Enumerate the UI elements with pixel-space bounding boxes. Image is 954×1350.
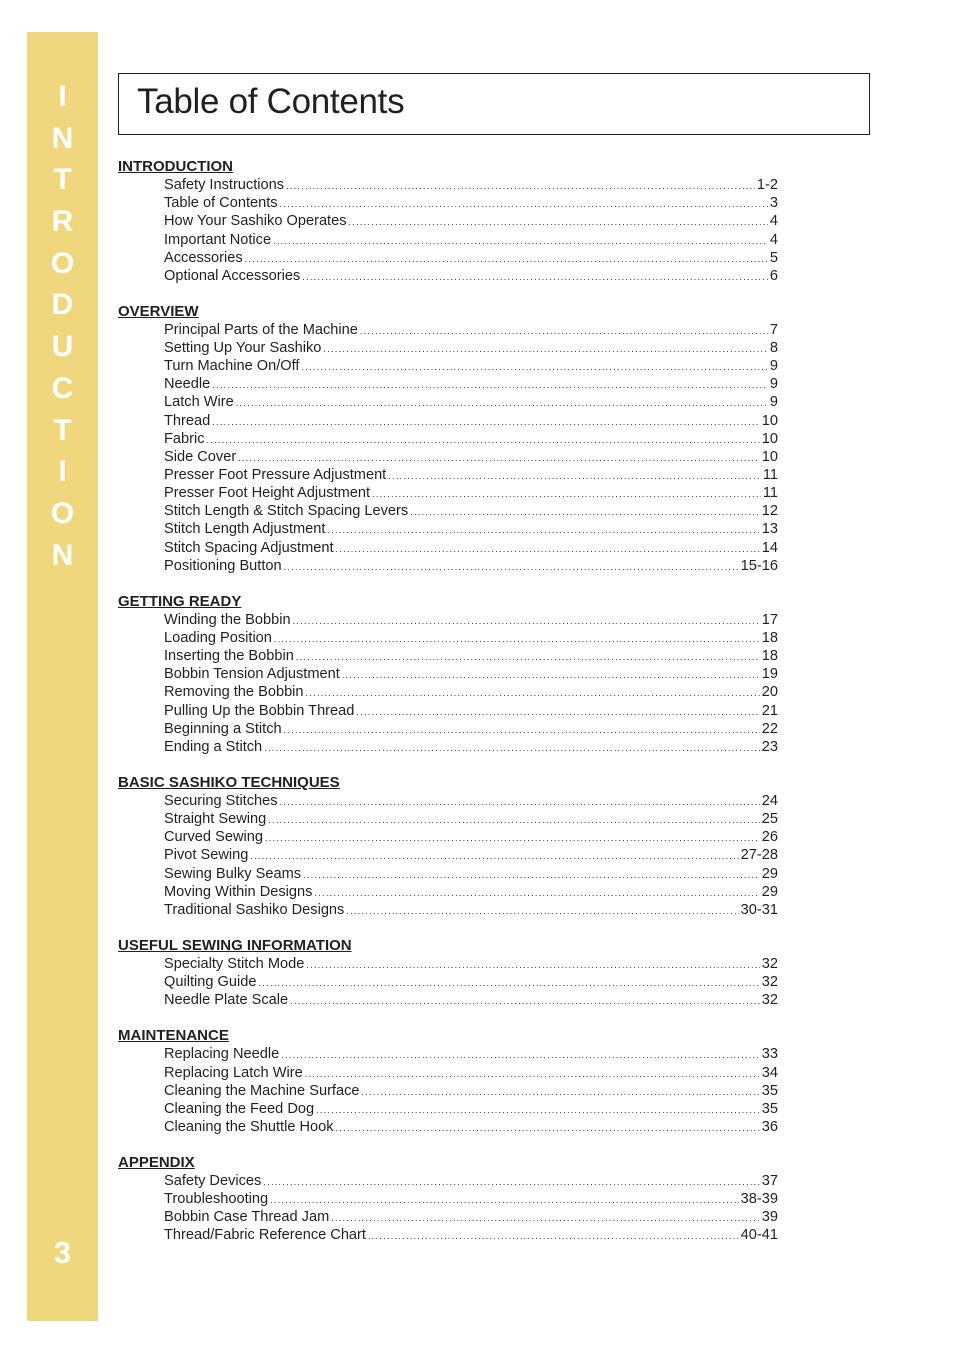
- toc-entry: [164, 557, 778, 575]
- toc-entry: [164, 828, 778, 846]
- entry-label: Stitch Length & Stitch Spacing Levers: [164, 503, 409, 520]
- dot-leader: [238, 448, 760, 466]
- entry-page-number: 10: [761, 412, 778, 429]
- toc-entry: [164, 484, 778, 502]
- entry-page-number: 12: [761, 503, 778, 520]
- entry-label: Accessories: [164, 249, 243, 266]
- toc-entry: [164, 665, 778, 683]
- dot-leader: [356, 702, 759, 720]
- toc-entry: [164, 865, 778, 883]
- toc-entry: [164, 1045, 778, 1063]
- entry-page-number: 23: [761, 738, 778, 755]
- chapter-label-vertical: [27, 76, 98, 576]
- section-heading: OVERVIEW: [118, 302, 199, 320]
- entry-page-number: 10: [761, 448, 778, 465]
- dot-leader: [245, 249, 768, 267]
- toc-entry: [164, 1082, 778, 1100]
- sidebar-letter: D: [51, 288, 74, 322]
- dot-leader: [286, 176, 755, 194]
- entry-page-number: 36: [761, 1118, 778, 1135]
- sidebar-letter: T: [53, 413, 72, 447]
- toc-entry: [164, 1100, 778, 1118]
- entry-page-number: 18: [761, 648, 778, 665]
- entry-label: Safety Instructions: [164, 177, 285, 194]
- toc-entry: [164, 991, 778, 1009]
- toc-entry: [164, 846, 778, 864]
- dot-leader: [323, 339, 767, 357]
- entry-label: Cleaning the Shuttle Hook: [164, 1118, 334, 1135]
- entry-page-number: 13: [761, 521, 778, 538]
- sidebar-letter: T: [53, 163, 72, 197]
- entry-page-number: 5: [769, 249, 778, 266]
- entry-label: Beginning a Stitch: [164, 720, 282, 737]
- section-heading: BASIC SASHIKO TECHNIQUES: [118, 773, 340, 791]
- entry-page-number: 9: [769, 376, 778, 393]
- entry-label: Cleaning the Feed Dog: [164, 1100, 315, 1117]
- toc-section: [118, 937, 778, 1010]
- entry-page-number: 32: [761, 992, 778, 1009]
- section-heading: GETTING READY: [118, 592, 242, 610]
- dot-leader: [274, 629, 760, 647]
- entry-page-number: 9: [769, 358, 778, 375]
- entry-label: Bobbin Tension Adjustment: [164, 666, 340, 683]
- dot-leader: [258, 973, 759, 991]
- entry-label: Side Cover: [164, 448, 237, 465]
- toc-entry: [164, 1226, 778, 1244]
- entry-label: Securing Stitches: [164, 792, 278, 809]
- sidebar-letter: O: [50, 496, 75, 530]
- entry-page-number: 14: [761, 539, 778, 556]
- entry-label: Presser Foot Pressure Adjustment: [164, 467, 387, 484]
- title-box: [118, 73, 870, 135]
- entry-page-number: 6: [769, 267, 778, 284]
- toc-section: [118, 158, 778, 285]
- entry-label: Traditional Sashiko Designs: [164, 901, 345, 918]
- entry-label: Moving Within Designs: [164, 883, 313, 900]
- entry-page-number: 22: [761, 720, 778, 737]
- dot-leader: [316, 1100, 760, 1118]
- entry-page-number: 9: [769, 394, 778, 411]
- toc-entry: [164, 357, 778, 375]
- entry-page-number: 40-41: [740, 1227, 778, 1244]
- dot-leader: [273, 231, 768, 249]
- dot-leader: [362, 1082, 760, 1100]
- sidebar-letter: R: [51, 205, 74, 239]
- dot-leader: [270, 1190, 739, 1208]
- dot-leader: [306, 955, 759, 973]
- toc-entry: [164, 466, 778, 484]
- dot-leader: [296, 647, 760, 665]
- dot-leader: [284, 557, 739, 575]
- section-heading: APPENDIX: [118, 1153, 195, 1171]
- dot-leader: [303, 865, 760, 883]
- dot-leader: [314, 883, 759, 901]
- entry-page-number: 29: [761, 865, 778, 882]
- entry-page-number: 20: [761, 684, 778, 701]
- entry-label: Presser Foot Height Adjustment: [164, 485, 371, 502]
- entry-page-number: 21: [761, 702, 778, 719]
- entry-label: Ending a Stitch: [164, 738, 263, 755]
- entry-page-number: 19: [761, 666, 778, 683]
- toc-entry: [164, 502, 778, 520]
- entry-page-number: 10: [761, 430, 778, 447]
- toc-section: [118, 774, 778, 919]
- dot-leader: [331, 1208, 760, 1226]
- section-heading: MAINTENANCE: [118, 1027, 229, 1045]
- dot-leader: [264, 738, 760, 756]
- entry-label: Straight Sewing: [164, 811, 267, 828]
- toc-entry: [164, 212, 778, 230]
- entry-page-number: 29: [761, 883, 778, 900]
- entry-label: Table of Contents: [164, 195, 278, 212]
- entry-page-number: 37: [761, 1173, 778, 1190]
- entry-label: Winding the Bobbin: [164, 611, 291, 628]
- toc-entry: [164, 520, 778, 538]
- toc-entry: [164, 792, 778, 810]
- toc-entry: [164, 194, 778, 212]
- sidebar-letter: I: [58, 80, 67, 113]
- toc-entry: [164, 176, 778, 194]
- dot-leader: [207, 430, 760, 448]
- entry-label: Principal Parts of the Machine: [164, 321, 358, 338]
- toc-entry: [164, 375, 778, 393]
- entry-label: Cleaning the Machine Surface: [164, 1082, 360, 1099]
- dot-leader: [346, 901, 738, 919]
- section-heading: USEFUL SEWING INFORMATION: [118, 936, 352, 954]
- dot-leader: [280, 194, 768, 212]
- entry-page-number: 17: [761, 611, 778, 628]
- toc-entry: [164, 1190, 778, 1208]
- dot-leader: [212, 375, 768, 393]
- toc-entry: [164, 249, 778, 267]
- entry-page-number: 26: [761, 829, 778, 846]
- entry-page-number: 8: [769, 340, 778, 357]
- toc-entry: [164, 412, 778, 430]
- entry-label: Curved Sewing: [164, 829, 263, 846]
- toc-entry: [164, 1208, 778, 1226]
- chapter-sidebar: [27, 32, 98, 1321]
- entry-label: Needle: [164, 376, 211, 393]
- entry-label: Latch Wire: [164, 394, 234, 411]
- entry-page-number: 11: [762, 467, 778, 484]
- entry-label: How Your Sashiko Operates: [164, 213, 347, 230]
- entry-label: Stitch Spacing Adjustment: [164, 539, 334, 556]
- sidebar-letter: C: [51, 371, 74, 405]
- entry-page-number: 38-39: [740, 1191, 778, 1208]
- entry-label: Thread: [164, 412, 211, 429]
- toc-entry: [164, 1118, 778, 1136]
- dot-leader: [263, 1172, 759, 1190]
- entry-page-number: 34: [761, 1064, 778, 1081]
- entry-page-number: 4: [769, 231, 778, 248]
- sidebar-letter: N: [51, 538, 74, 572]
- dot-leader: [302, 267, 768, 285]
- entry-label: Replacing Latch Wire: [164, 1064, 303, 1081]
- dot-leader: [236, 393, 768, 411]
- dot-leader: [360, 321, 768, 339]
- dot-leader: [265, 828, 760, 846]
- entry-label: Safety Devices: [164, 1173, 262, 1190]
- entry-label: Stitch Length Adjustment: [164, 521, 326, 538]
- entry-page-number: 27-28: [740, 847, 778, 864]
- toc-entry: [164, 430, 778, 448]
- entry-label: Turn Machine On/Off: [164, 358, 300, 375]
- dot-leader: [268, 810, 760, 828]
- entry-page-number: 24: [761, 792, 778, 809]
- toc-section: [118, 303, 778, 575]
- entry-label: Bobbin Case Thread Jam: [164, 1209, 330, 1226]
- entry-page-number: 30-31: [740, 901, 778, 918]
- sidebar-letter: O: [50, 246, 75, 280]
- dot-leader: [250, 846, 738, 864]
- dot-leader: [410, 502, 760, 520]
- entry-page-number: 33: [761, 1046, 778, 1063]
- toc-entry: [164, 647, 778, 665]
- table-of-contents: [118, 158, 778, 1263]
- entry-label: Troubleshooting: [164, 1191, 269, 1208]
- entry-page-number: 32: [761, 974, 778, 991]
- entry-label: Optional Accessories: [164, 267, 301, 284]
- entry-label: Thread/Fabric Reference Chart: [164, 1227, 366, 1244]
- entry-label: Pivot Sewing: [164, 847, 249, 864]
- dot-leader: [290, 991, 760, 1009]
- entry-label: Needle Plate Scale: [164, 992, 289, 1009]
- entry-page-number: 1-2: [756, 177, 778, 194]
- toc-entry: [164, 955, 778, 973]
- entry-page-number: 32: [761, 955, 778, 972]
- toc-entry: [164, 810, 778, 828]
- dot-leader: [305, 1064, 760, 1082]
- entry-page-number: 39: [761, 1209, 778, 1226]
- page-title: Table of Contents: [137, 82, 405, 121]
- toc-entry: [164, 1172, 778, 1190]
- entry-label: Important Notice: [164, 231, 272, 248]
- entry-page-number: 7: [769, 321, 778, 338]
- dot-leader: [388, 466, 761, 484]
- entry-label: Removing the Bobbin: [164, 684, 304, 701]
- dot-leader: [293, 611, 760, 629]
- entry-label: Setting Up Your Sashiko: [164, 340, 322, 357]
- entry-label: Inserting the Bobbin: [164, 648, 294, 665]
- sidebar-letter: U: [51, 330, 74, 364]
- entry-page-number: 4: [769, 213, 778, 230]
- dot-leader: [372, 484, 761, 502]
- toc-entry: [164, 1064, 778, 1082]
- toc-entry: [164, 539, 778, 557]
- toc-entry: [164, 973, 778, 991]
- toc-section: [118, 1154, 778, 1245]
- sidebar-letter: I: [58, 455, 67, 489]
- entry-label: Replacing Needle: [164, 1046, 280, 1063]
- toc-entry: [164, 393, 778, 411]
- dot-leader: [306, 683, 760, 701]
- dot-leader: [284, 720, 760, 738]
- entry-label: Loading Position: [164, 630, 272, 647]
- toc-entry: [164, 231, 778, 249]
- section-heading: INTRODUCTION: [118, 158, 233, 175]
- toc-entry: [164, 321, 778, 339]
- dot-leader: [336, 1118, 760, 1136]
- dot-leader: [368, 1226, 739, 1244]
- toc-entry: [164, 720, 778, 738]
- entry-label: Fabric: [164, 430, 205, 447]
- entry-page-number: 11: [762, 485, 778, 502]
- dot-leader: [212, 412, 760, 430]
- toc-entry: [164, 339, 778, 357]
- entry-page-number: 15-16: [740, 557, 778, 574]
- entry-page-number: 35: [761, 1082, 778, 1099]
- entry-label: Sewing Bulky Seams: [164, 865, 302, 882]
- entry-label: Pulling Up the Bobbin Thread: [164, 702, 355, 719]
- entry-page-number: 18: [761, 630, 778, 647]
- entry-page-number: 25: [761, 811, 778, 828]
- toc-entry: [164, 629, 778, 647]
- dot-leader: [280, 792, 760, 810]
- toc-entry: [164, 611, 778, 629]
- toc-entry: [164, 901, 778, 919]
- toc-entry: [164, 883, 778, 901]
- toc-entry: [164, 267, 778, 285]
- dot-leader: [301, 357, 767, 375]
- entry-page-number: 35: [761, 1100, 778, 1117]
- toc-section: [118, 1027, 778, 1136]
- sidebar-letter: N: [51, 121, 74, 155]
- dot-leader: [336, 539, 760, 557]
- dot-leader: [349, 212, 768, 230]
- toc-entry: [164, 738, 778, 756]
- dot-leader: [327, 520, 759, 538]
- entry-label: Specialty Stitch Mode: [164, 955, 305, 972]
- entry-label: Positioning Button: [164, 557, 282, 574]
- entry-label: Quilting Guide: [164, 974, 257, 991]
- toc-entry: [164, 683, 778, 701]
- toc-entry: [164, 448, 778, 466]
- toc-entry: [164, 702, 778, 720]
- entry-page-number: 3: [769, 195, 778, 212]
- dot-leader: [342, 665, 760, 683]
- page-number: 3: [53, 1235, 72, 1270]
- dot-leader: [281, 1045, 760, 1063]
- toc-section: [118, 593, 778, 756]
